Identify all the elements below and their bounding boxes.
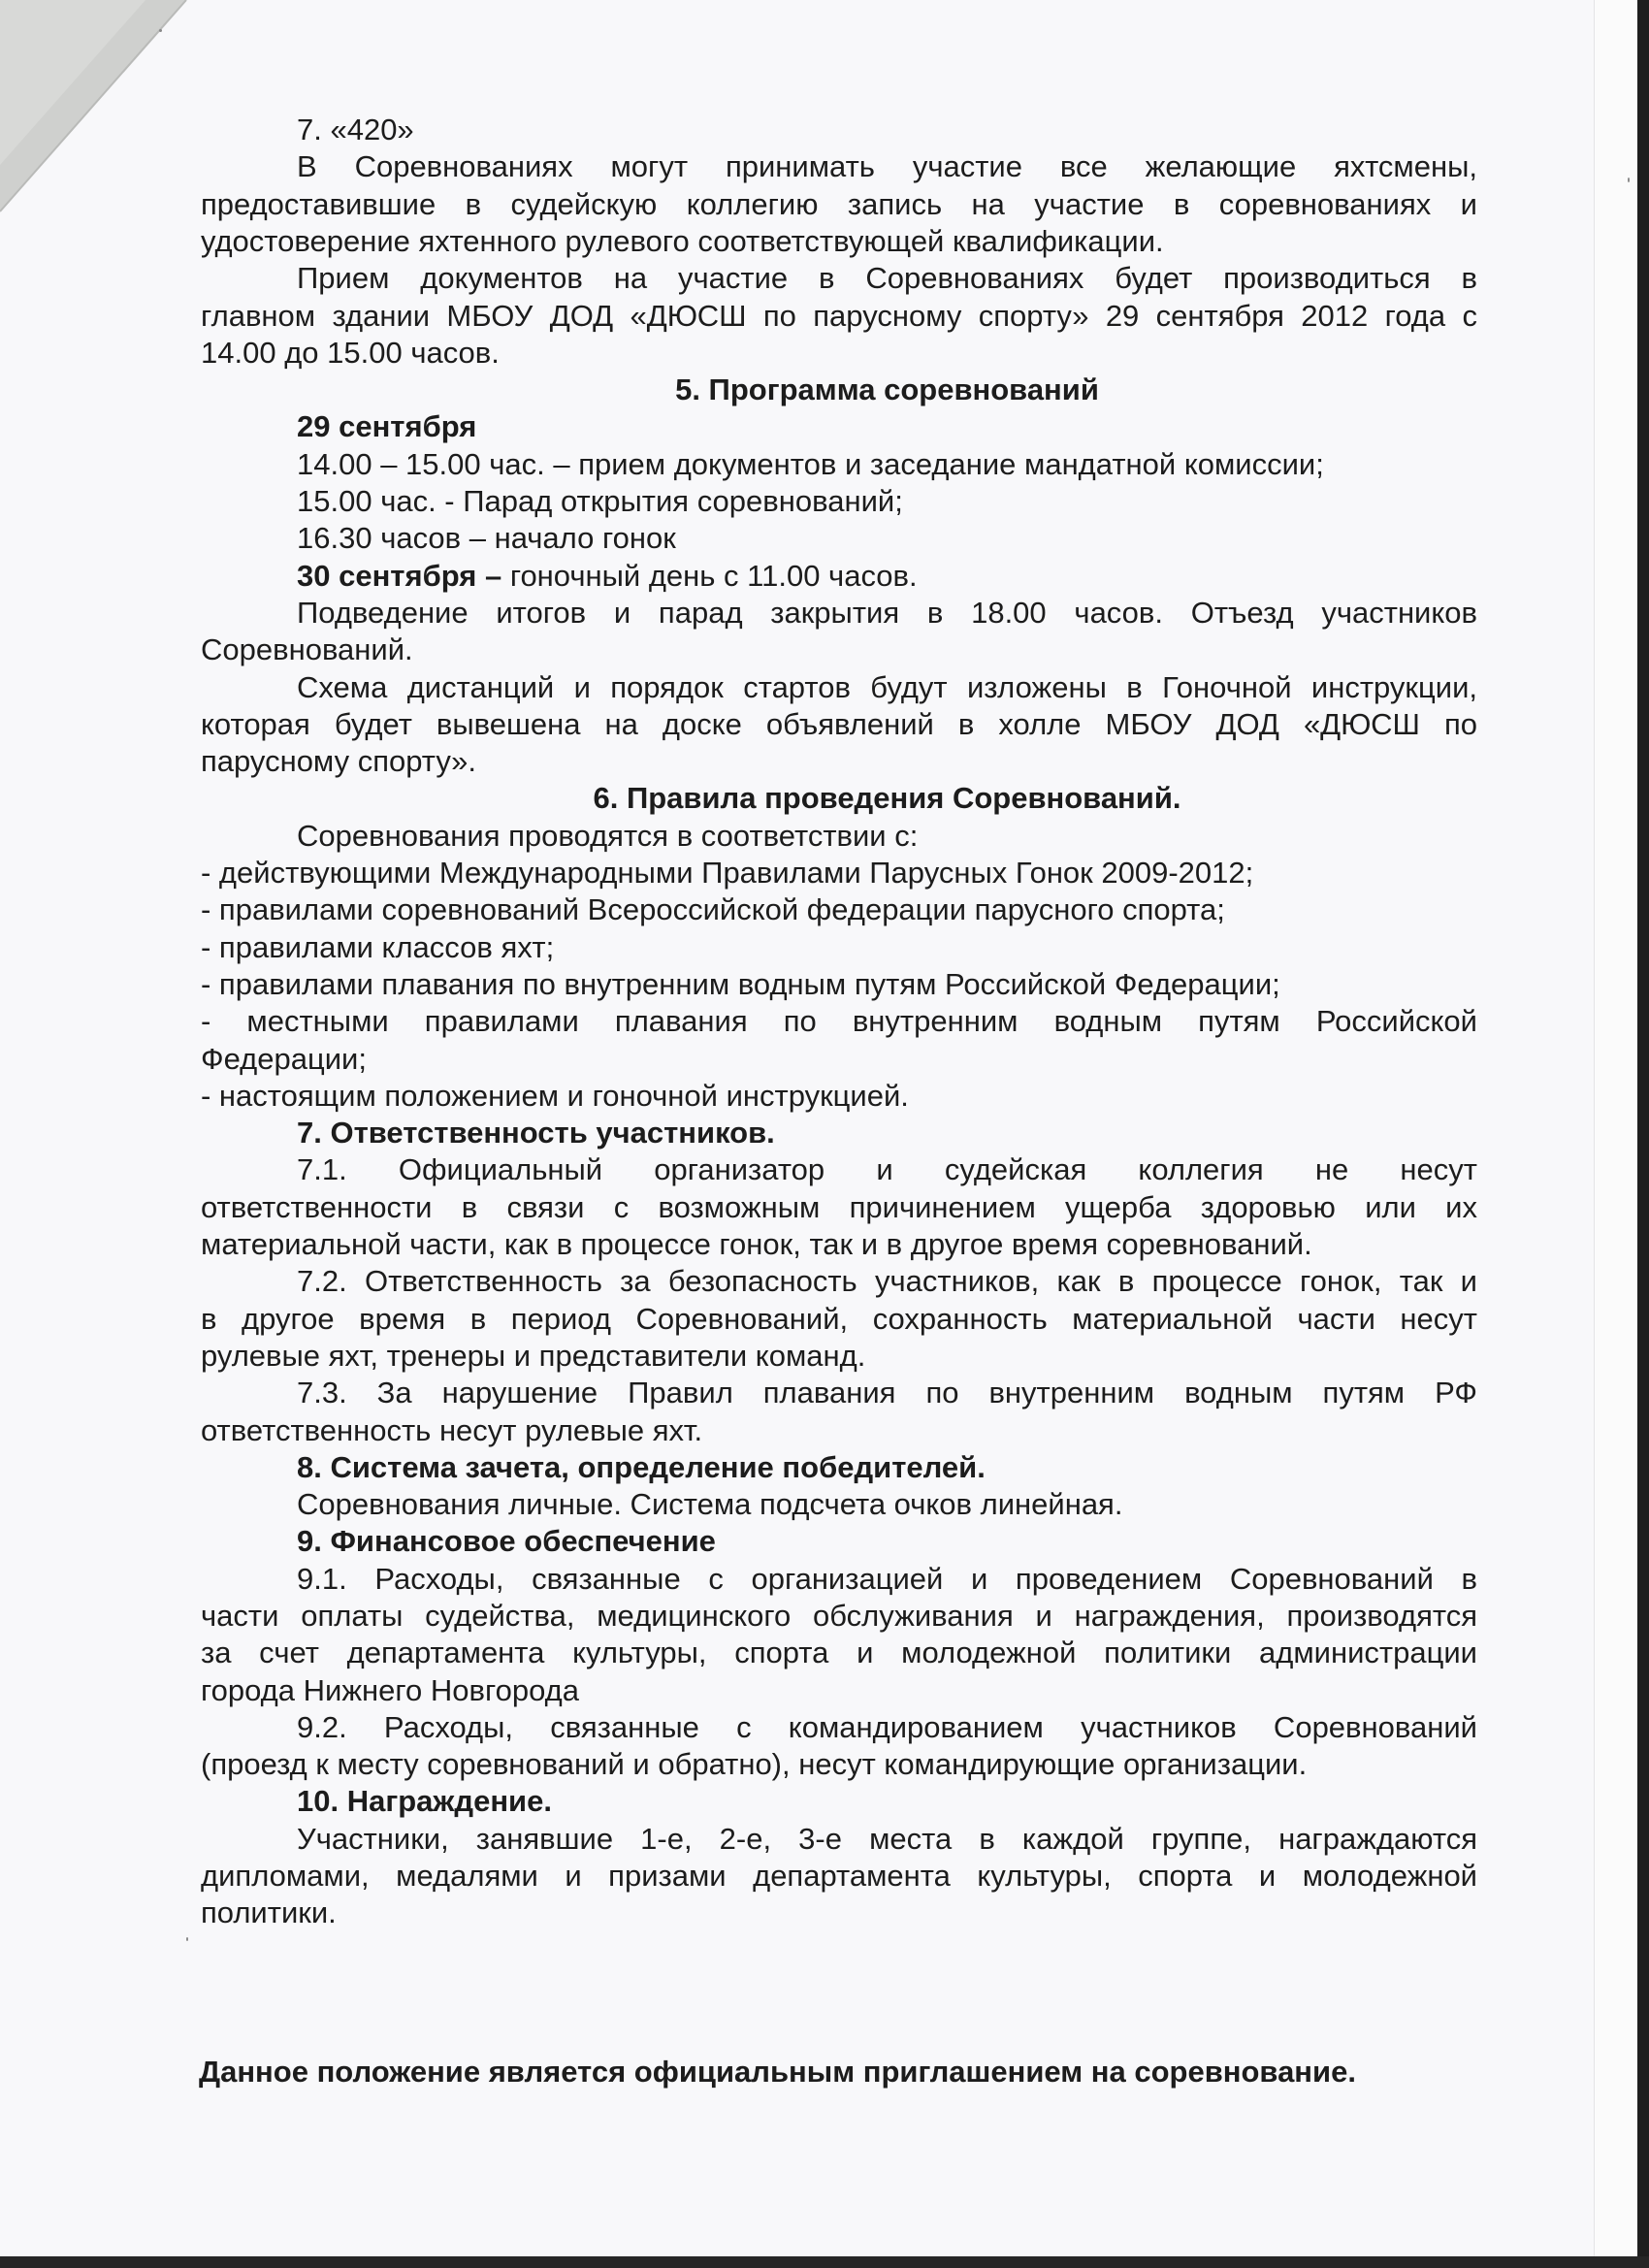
text-line: рулевые яхт, тренеры и представители команд. [201, 1339, 866, 1373]
text-line: - действующими Международными Правилами Парусных Гонок 2009-2012; [201, 856, 1254, 890]
text-line: В Соревнованиях могут принимать участие все желающие яхтсмены, [297, 149, 1477, 183]
text-line: - настоящим положением и гоночной инструкцией. [201, 1079, 909, 1113]
section-heading: 8. Система зачета, определение победителей. [297, 1450, 986, 1484]
folded-corner-face [0, 0, 146, 165]
text-line: которая будет вывешена на доске объявлений в холле МБОУ ДОД «ДЮСШ по [201, 707, 1477, 741]
text-line: части оплаты судейства, медицинского обслуживания и награждения, производятся [201, 1599, 1477, 1633]
schedule-text: гоночный день с 11.00 часов. [509, 559, 918, 593]
section-heading: 7. Ответственность участников. [297, 1116, 775, 1150]
text-line: Схема дистанций и порядок стартов будут изложены в Гоночной инструкции, [297, 670, 1477, 704]
text-line: 14.00 – 15.00 час. – прием документов и заседание мандатной комиссии; [297, 447, 1324, 481]
text-line: города Нижнего Новгорода [201, 1673, 579, 1707]
text-line: Прием документов на участие в Соревнованиях будет производиться в [297, 261, 1477, 295]
section-heading: 9. Финансовое обеспечение [297, 1524, 716, 1558]
folded-corner [0, 0, 194, 218]
scanner-edge-bottom [0, 2256, 1649, 2268]
text-line: - правилами соревнований Всероссийской федерации парусного спорта; [201, 892, 1225, 926]
text-line: 7.3. За нарушение Правил плавания по внутренним водным путям РФ [297, 1376, 1477, 1409]
text-line: Федерации; [201, 1042, 367, 1076]
page-margin-strip [1594, 0, 1638, 2256]
text-line: ответственности в связи с возможным причинением ущерба здоровью или их [201, 1190, 1477, 1224]
scanner-edge-right [1637, 0, 1649, 2268]
text-line: - местными правилами плавания по внутренним водным путям Российской [201, 1004, 1477, 1038]
text-line [201, 558, 1477, 595]
text-line: дипломами, медалями и призами департамента культуры, спорта и молодежной [201, 1859, 1477, 1893]
scan-speck [159, 29, 162, 32]
section-heading: 6. Правила проведения Соревнований. [593, 781, 1181, 815]
section-heading: 29 сентября [297, 409, 477, 443]
text-line: - правилами плавания по внутренним водным путям Российской Федерации; [201, 967, 1280, 1001]
scan-speck [186, 1937, 188, 1941]
text-line: 7.1. Официальный организатор и судейская коллегия не несут [297, 1152, 1477, 1186]
text-line: Соревнования личные. Система подсчета очков линейная. [297, 1487, 1123, 1521]
text-line: политики. [201, 1895, 337, 1929]
text-line: 15.00 час. - Парад открытия соревнований; [297, 484, 903, 518]
scan-speck [1628, 178, 1630, 182]
section-heading: 10. Награждение. [297, 1784, 552, 1818]
closing-statement: Данное положение является официальным приглашением на соревнование. [199, 2055, 1356, 2089]
text-line: 7.2. Ответственность за безопасность участников, как в процессе гонок, так и [297, 1264, 1477, 1298]
text-line: Соревнований. [201, 632, 413, 666]
text-line: Подведение итогов и парад закрытия в 18.00 часов. Отъезд участников [297, 596, 1477, 630]
text-line: (проезд к месту соревнований и обратно), несут командирующие организации. [201, 1747, 1308, 1781]
text-line: материальной части, как в процессе гонок, так и в другое время соревнований. [201, 1227, 1312, 1261]
text-line: 7. «420» [297, 113, 414, 146]
text-line: 14.00 до 15.00 часов. [201, 336, 500, 370]
text-line: главном здании МБОУ ДОД «ДЮСШ по парусному спорту» 29 сентября 2012 года с [201, 299, 1477, 333]
section-heading: 5. Программа соревнований [675, 373, 1099, 406]
text-line: Соревнования проводятся в соответствии с: [297, 819, 919, 853]
text-line: - правилами классов яхт; [201, 930, 555, 964]
text-line: за счет департамента культуры, спорта и молодежной политики администрации [201, 1636, 1477, 1669]
text-line: 9.1. Расходы, связанные с организацией и проведением Соревнований в [297, 1562, 1477, 1596]
text-line: предоставившие в судейскую коллегию запись на участие в соревнованиях и [201, 187, 1477, 221]
text-line: 16.30 часов – начало гонок [297, 521, 676, 555]
text-line: в другое время в период Соревнований, сохранность материальной части несут [201, 1302, 1477, 1336]
date-label: 30 сентября – [297, 559, 510, 593]
text-line: парусному спорту». [201, 744, 477, 778]
text-line: 9.2. Расходы, связанные с командированием участников Соревнований [297, 1710, 1477, 1744]
text-line: удостоверение яхтенного рулевого соответствующей квалификации. [201, 224, 1164, 258]
text-line: Участники, занявшие 1-е, 2-е, 3-е места в каждой группе, награждаются [297, 1822, 1477, 1856]
text-line: ответственность несут рулевые яхт. [201, 1413, 703, 1447]
